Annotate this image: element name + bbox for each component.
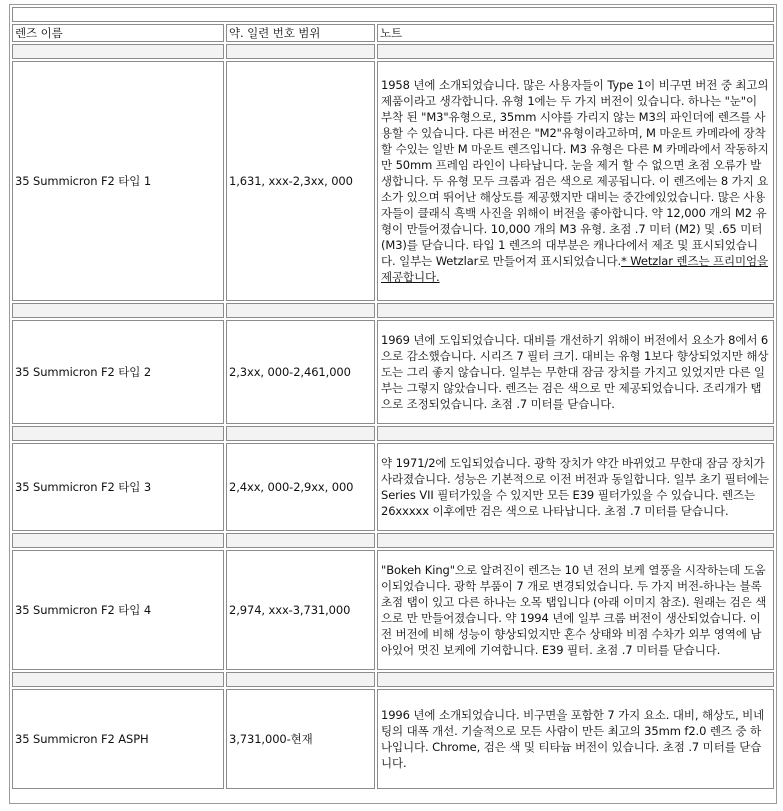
- empty-cell: [226, 44, 375, 59]
- note-cell: 1969 년에 도입되었습니다. 대비를 개선하기 위해이 버전에서 요소가 8에서 6으로 감소했습니다. 시리즈 7 필터 크기. 대비는 유형 1보다 향상되었지만 해상도는 그리 좋지 않습니다. 일부는 무한대 잠금 장치를 가지고 있었지만 다른 일부는 그렇지 않았습니다. 렌즈는 검은 색으로 만 제공되었습니다. 조리개가 탭으로 조정되었습니다. 초점 .7 미터를 닫습니다.: [377, 320, 774, 424]
- empty-cell: [226, 672, 375, 687]
- spacer-row: [12, 426, 774, 441]
- lens-table-container: [9, 4, 777, 804]
- empty-cell: [12, 7, 774, 22]
- lens-table: [10, 5, 776, 791]
- note-cell: [377, 61, 774, 301]
- table-header-row: [12, 24, 774, 42]
- serial-range-cell: 2,974, xxx-3,731,000: [226, 550, 375, 670]
- serial-range-cell: 1,631, xxx-2,3xx, 000: [226, 61, 375, 301]
- note-cell: "Bokeh King"으로 알려진이 렌즈는 10 년 전의 보케 열풍을 시작하는데 도움이되었습니다. 광학 부품이 7 개로 변경되었습니다. 두 가지 버전-하나는 블록 초점 탭이 있고 다른 하나는 오목 탭입니다 (아래 이미지 참조). 원래는 검은 색으로 만 만들어졌습니다. 약 1994 년에 일부 크롬 버전이 생산되었습니다. 이전 버전에 비해 성능이 향상되었지만 혼수 상태와 비점 수차가 외부 영역에 남아있어 멋진 보케에 기여합니다. E39 필터. 초점 .7 미터를 닫습니다.: [377, 550, 774, 670]
- lens-name-cell: 35 Summicron F2 타입 3: [12, 443, 224, 531]
- header-serial-range: 약. 일련 번호 범위: [226, 24, 375, 42]
- lens-name-cell: 35 Summicron F2 ASPH: [12, 689, 224, 789]
- empty-cell: [226, 533, 375, 548]
- table-row: [12, 689, 774, 789]
- serial-range-cell: 2,4xx, 000-2,9xx, 000: [226, 443, 375, 531]
- table-row: [12, 550, 774, 670]
- header-lens-name: 렌즈 이름: [12, 24, 224, 42]
- empty-cell: [377, 672, 774, 687]
- empty-cell: [12, 533, 224, 548]
- empty-cell: [226, 426, 375, 441]
- table-row: [12, 443, 774, 531]
- note-cell: 1996 년에 소개되었습니다. 비구면을 포함한 7 가지 요소. 대비, 해상도, 비네팅의 대폭 개선. 기술적으로 모든 사람이 만든 최고의 35mm f2.0 렌즈 중 하나입니다. Chrome, 검은 색 및 티타늄 버전이 있습니다. 초점 .7 미터를 닫습니다.: [377, 689, 774, 789]
- spacer-row: [12, 672, 774, 687]
- empty-cell: [377, 533, 774, 548]
- note-cell: 약 1971/2에 도입되었습니다. 광학 장치가 약간 바뀌었고 무한대 잠금 장치가 사라졌습니다. 성능은 기본적으로 이전 버전과 동일합니다. 일부 초기 필터에는 Series VII 필터가있을 수 있지만 모든 E39 필터가있을 수 있습니다. 렌즈는 26xxxxx 이후에만 검은 색으로 나타납니다. 초점 .7 미터를 닫습니다.: [377, 443, 774, 531]
- spacer-row: [12, 303, 774, 318]
- lens-name-cell: 35 Summicron F2 타입 2: [12, 320, 224, 424]
- empty-cell: [12, 426, 224, 441]
- wetzlar-premium-link[interactable]: * Wetzlar 렌즈는 프리미엄을 제공합니다.: [381, 254, 769, 284]
- empty-cell: [377, 303, 774, 318]
- lens-name-cell: 35 Summicron F2 타입 4: [12, 550, 224, 670]
- empty-cell: [377, 44, 774, 59]
- table-row: [12, 61, 774, 301]
- empty-cell: [12, 44, 224, 59]
- serial-range-cell: 2,3xx, 000-2,461,000: [226, 320, 375, 424]
- empty-cell: [12, 672, 224, 687]
- spacer-row: [12, 533, 774, 548]
- spacer-row: [12, 44, 774, 59]
- note-text: 1958 년에 소개되었습니다. 많은 사용자들이 Type 1이 비구면 버전 중 최고의 제품이라고 생각합니다. 유형 1에는 두 가지 버전이 있습니다. 하나는 "눈"이 부착 된 "M3"유형으로, 35mm 시야를 가리지 않는 M3의 파인더에 렌즈를 사용할 수 있습니다. 다른 버전은 "M2"유형이라고하며, M 마운트 카메라에 장착 할 수있는 일반 M 마운트 렌즈입니다. M3 유형은 다른 M 카메라에서 작동하지만 50mm 프레임 라인이 나타납니다. 눈을 제거 할 수 없으면 초점 오류가 발생합니다. 두 유형 모두 크롬과 검은 색으로 제공됩니다. 이 렌즈에는 8 가지 요소가 있으며 뛰어난 해상도를 제공했지만 대비는 중간에있었습니다. 많은 사용자들이 클래식 흑백 사진을 위해이 버전을 좋아합니다. 약 12,000 개의 M2 유형이 만들어졌습니다. 10,000 개의 M3 유형. 초점 .7 미터 (M2) 및 .65 미터 (M3)를 닫습니다. 타입 1 렌즈의 대부분은 캐나다에서 제조 및 표시되었습니다. 일부는 Wetzlar로 만들어져 표시되었습니다.: [381, 78, 769, 268]
- header-notes: 노트: [377, 24, 774, 42]
- empty-cell: [377, 426, 774, 441]
- empty-cell: [226, 303, 375, 318]
- table-top-spacer: [12, 7, 774, 22]
- table-row: [12, 320, 774, 424]
- serial-range-cell: 3,731,000-현재: [226, 689, 375, 789]
- empty-cell: [12, 303, 224, 318]
- lens-name-cell: 35 Summicron F2 타입 1: [12, 61, 224, 301]
